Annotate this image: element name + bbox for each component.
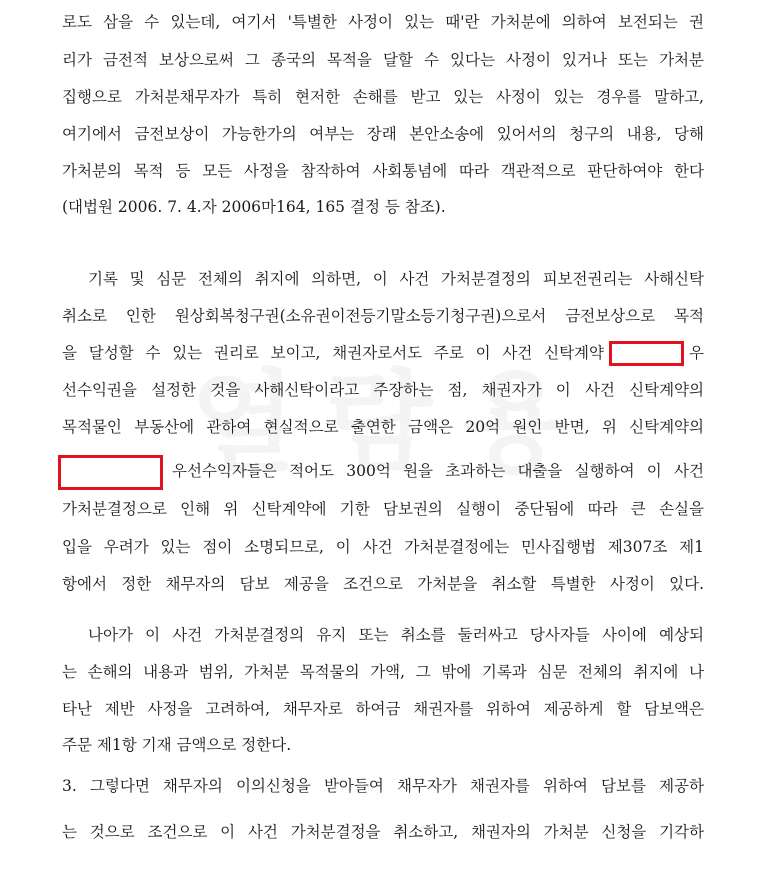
body-line: 가처분결정으로 인해 위 신탁계약에 기한 담보권의 실행이 중단됨에 따라 큰 손실을 [62,500,704,518]
body-line: 는 손해의 내용과 범위, 가처분 목적물의 가액, 그 밖에 기록과 심문 전체의 취지에 나 [62,663,704,681]
body-line: 항에서 정한 채무자의 담보 제공을 조건으로 가처분을 취소할 특별한 사정이 있다. [62,575,704,593]
paragraph-first-line: 기록 및 심문 전체의 취지에 의하면, 이 사건 가처분결정의 피보전권리는 사해신탁 [88,270,704,288]
body-line: 주문 제1항 기재 금액으로 정한다. [62,736,292,754]
body-line: 타난 제반 사정을 고려하여, 채무자로 하여금 채권자를 위하여 제공하게 할 담보액은 [62,700,704,718]
redaction-box [609,341,684,366]
body-line: 집행으로 가처분채무자가 특히 현저한 손해를 받고 있는 사정이 있는 경우를 말하고, [62,88,704,106]
body-line: 입을 우려가 있는 점이 소명되므로, 이 사건 가처분결정에는 민사집행법 제307조 제1 [62,538,704,556]
body-line: 취소로 인한 원상회복청구권(소유권이전등기말소등기청구권)으로서 금전보상으로 목적 [62,307,704,325]
body-line: 여기에서 금전보상이 가능한가의 여부는 장래 본안소송에 있어서의 청구의 내용, 당해 [62,125,704,143]
body-line: (대법원 2006. 7. 4.자 2006마164, 165 결정 등 참조). [62,198,446,216]
redaction-box [58,455,163,490]
body-line: 선수익권을 설정한 것을 사해신탁이라고 주장하는 점, 채권자가 이 사건 신탁계약의 [62,381,704,399]
body-line: 가처분의 목적 등 모든 사정을 참작하여 사회통념에 따라 객관적으로 판단하여야 한다 [62,162,704,180]
body-line: 로도 삼을 수 있는데, 여기서 '특별한 사정이 있는 때'란 가처분에 의하여 보전되는 권 [62,13,704,31]
body-line: 우선수익자들은 적어도 300억 원을 초과하는 대출을 실행하여 이 사건 [172,462,704,480]
body-line: 는 것으로 조건으로 이 사건 가처분결정을 취소하고, 채권자의 가처분 신청을 기각하 [62,823,704,841]
body-line: 목적물인 부동산에 관하여 현실적으로 출연한 금액은 20억 원인 반면, 위 신탁계약의 [62,418,704,436]
numbered-paragraph-line: 3. 그렇다면 채무자의 이의신청을 받아들여 채무자가 채권자를 위하여 담보를 제공하 [62,777,704,795]
paragraph-first-line: 나아가 이 사건 가처분결정의 유지 또는 취소를 둘러싸고 당사자들 사이에 예상되 [88,626,704,644]
body-line: 리가 금전적 보상으로써 그 종국의 목적을 달할 수 있다는 사정이 있거나 또는 가처분 [62,51,704,69]
body-line: 을 달성할 수 있는 권리로 보이고, 채권자로서도 주로 이 사건 신탁계약 [62,344,604,362]
body-line-tail: 우 [689,344,704,362]
